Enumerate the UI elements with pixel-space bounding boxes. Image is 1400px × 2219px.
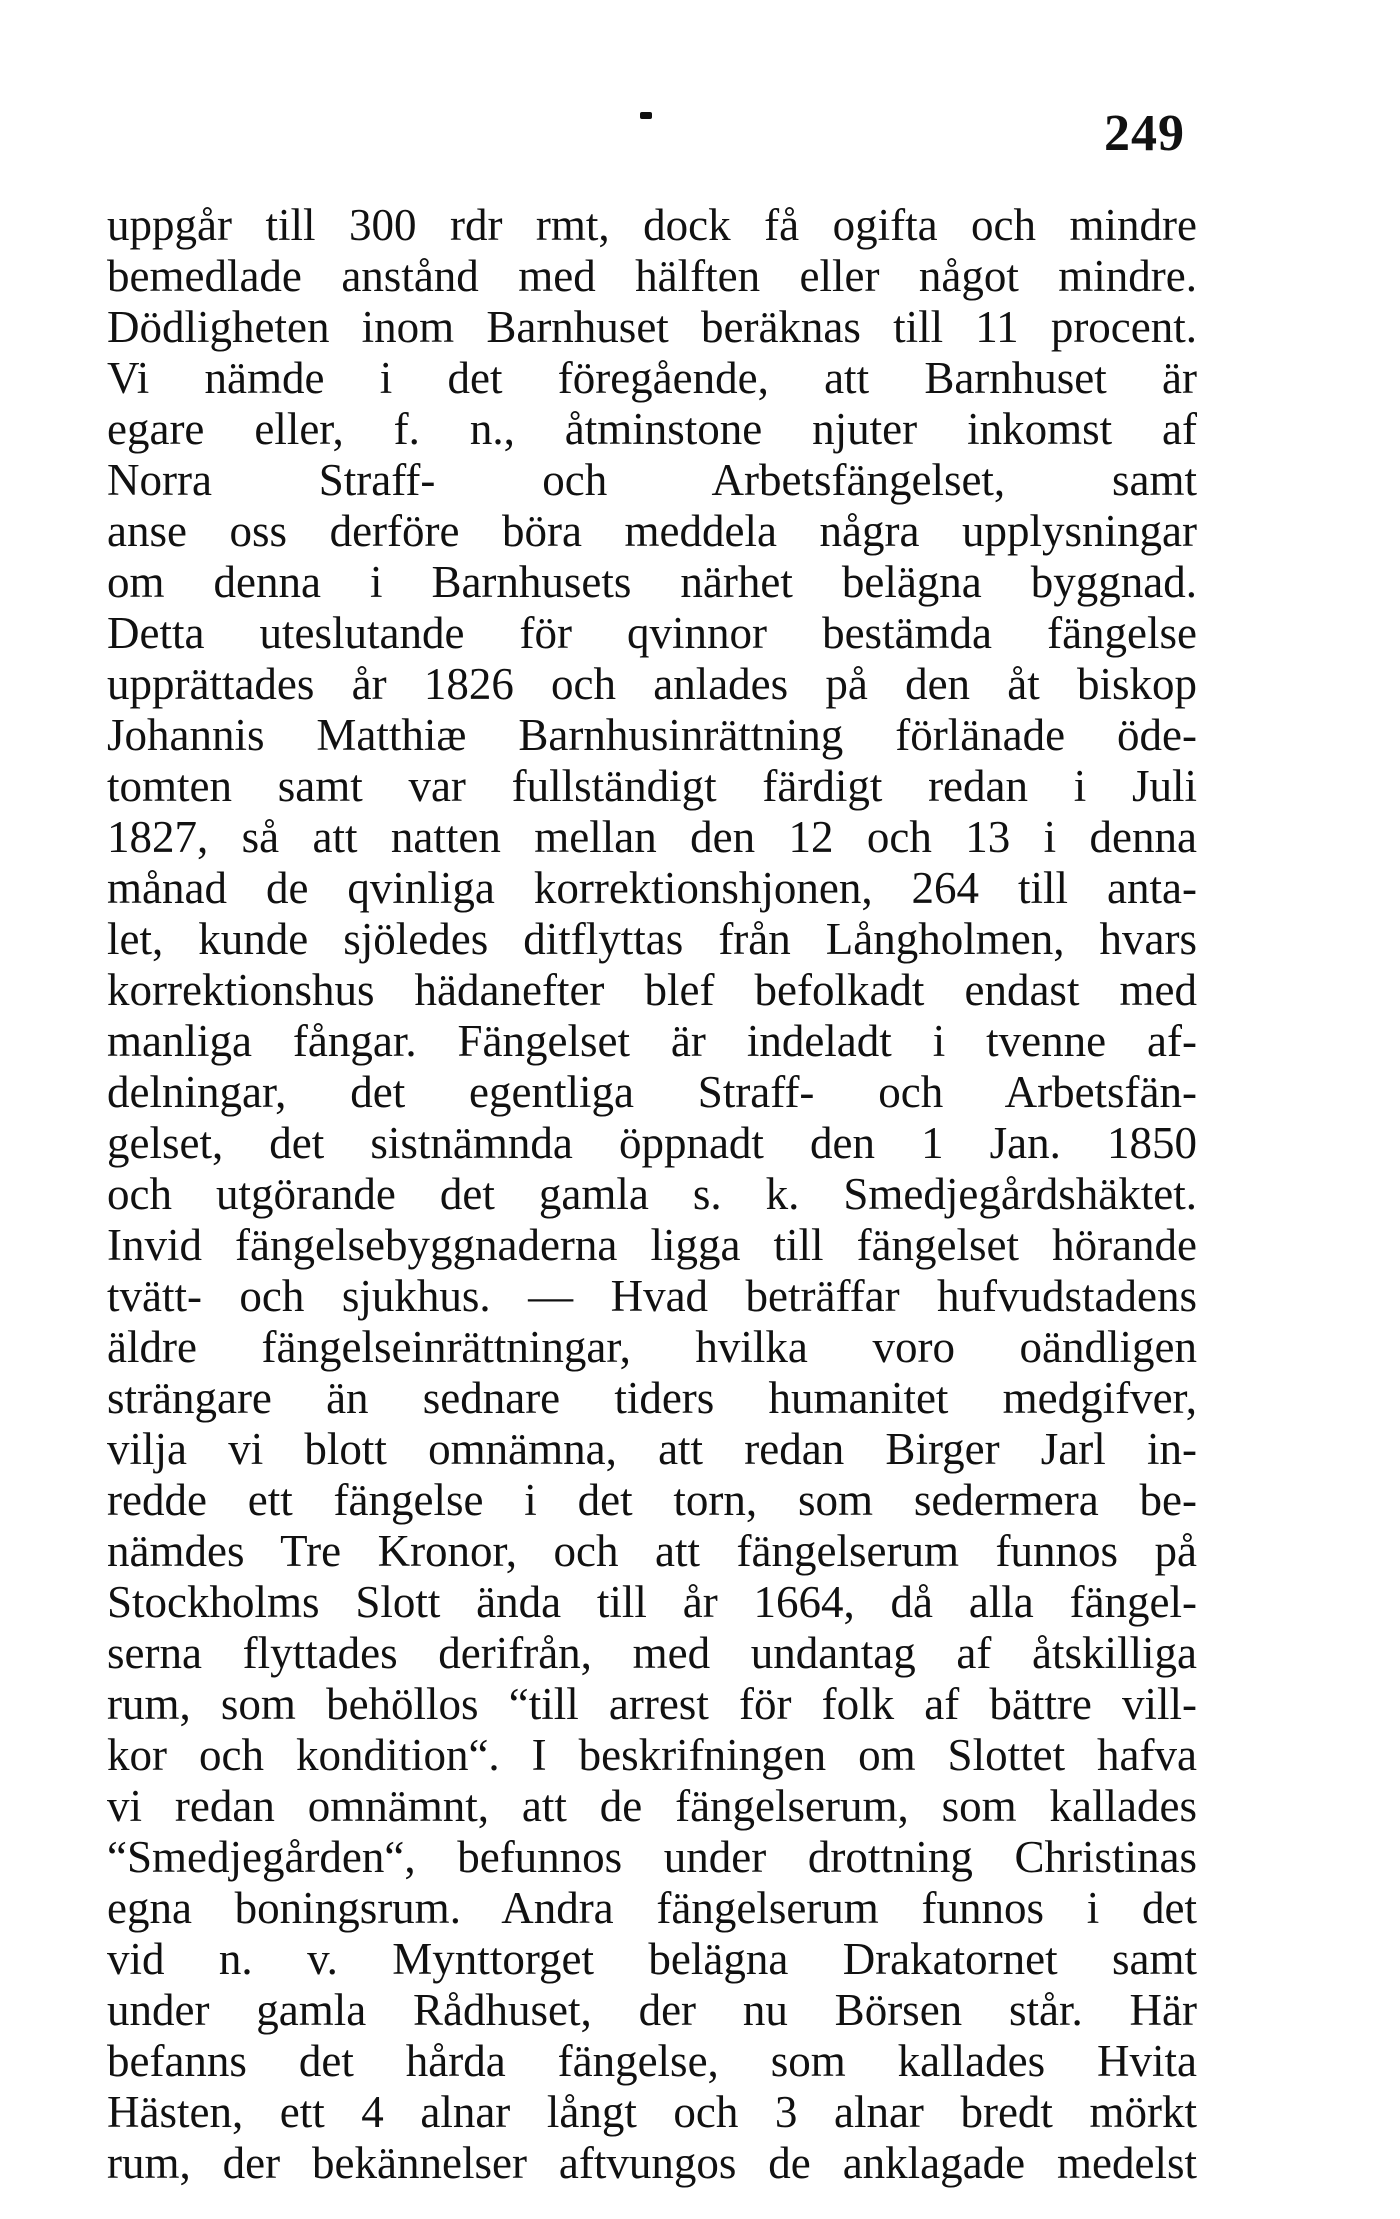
text-line: Vi nämde i det föregående, att Barnhuset är [107, 353, 1197, 403]
text-line: äldre fängelseinrättningar, hvilka voro oändligen [107, 1322, 1197, 1372]
text-line: let, kunde sjöledes ditflyttas från Långholmen, hvars [107, 914, 1197, 964]
text-line: serna flyttades derifrån, med undantag af åtskilliga [107, 1628, 1197, 1678]
text-line: och utgörande det gamla s. k. Smedjegårdshäktet. [107, 1169, 1197, 1219]
text-line: vi redan omnämnt, att de fängelserum, som kallades [107, 1781, 1197, 1831]
text-line: tvätt- och sjukhus. — Hvad beträffar hufvudstadens [107, 1271, 1197, 1321]
text-line: strängare än sednare tiders humanitet medgifver, [107, 1373, 1197, 1423]
page-number: 249 [1104, 105, 1185, 162]
text-line: egare eller, f. n., åtminstone njuter inkomst af [107, 404, 1197, 454]
text-line: Invid fängelsebyggnaderna ligga till fängelset hörande [107, 1220, 1197, 1270]
text-line: korrektionshus hädanefter blef befolkadt endast med [107, 965, 1197, 1015]
text-line: manliga fångar. Fängelset är indeladt i tvenne af- [107, 1016, 1197, 1066]
text-line: bemedlade anstånd med hälften eller något mindre. [107, 251, 1197, 301]
text-line: anse oss derföre böra meddela några upplysningar [107, 506, 1197, 556]
text-line: uppgår till 300 rdr rmt, dock få ogifta och mindre [107, 200, 1197, 250]
header-mark [640, 112, 652, 119]
text-line: Dödligheten inom Barnhuset beräknas till 11 procent. [107, 302, 1197, 352]
text-line: kor och kondition“. I beskrifningen om Slottet hafva [107, 1730, 1197, 1780]
text-line: Johannis Matthiæ Barnhusinrättning förlänade öde- [107, 710, 1197, 760]
text-line: rum, som behöllos “till arrest för folk af bättre vill- [107, 1679, 1197, 1729]
text-line: vilja vi blott omnämna, att redan Birger Jarl in- [107, 1424, 1197, 1474]
text-line: egna boningsrum. Andra fängelserum funnos i det [107, 1883, 1197, 1933]
text-line: 1827, så att natten mellan den 12 och 13 i denna [107, 812, 1197, 862]
text-line: delningar, det egentliga Straff- och Arbetsfän- [107, 1067, 1197, 1117]
body-text [107, 200, 1197, 2189]
text-line: månad de qvinliga korrektionshjonen, 264 till anta- [107, 863, 1197, 913]
text-line: gelset, det sistnämnda öppnadt den 1 Jan. 1850 [107, 1118, 1197, 1168]
text-line: upprättades år 1826 och anlades på den åt biskop [107, 659, 1197, 709]
text-line: vid n. v. Mynttorget belägna Drakatornet samt [107, 1934, 1197, 1984]
text-line: Stockholms Slott ända till år 1664, då alla fängel- [107, 1577, 1197, 1627]
text-line: Norra Straff- och Arbetsfängelset, samt [107, 455, 1197, 505]
text-line: redde ett fängelse i det torn, som sedermera be- [107, 1475, 1197, 1525]
text-line: Hästen, ett 4 alnar långt och 3 alnar bredt mörkt [107, 2087, 1197, 2137]
text-line: befanns det hårda fängelse, som kallades Hvita [107, 2036, 1197, 2086]
text-line: om denna i Barnhusets närhet belägna byggnad. [107, 557, 1197, 607]
text-line: “Smedjegården“, befunnos under drottning Christinas [107, 1832, 1197, 1882]
text-line: nämdes Tre Kronor, och att fängelserum funnos på [107, 1526, 1197, 1576]
text-line: rum, der bekännelser aftvungos de anklagade medelst [107, 2138, 1197, 2188]
text-line: tomten samt var fullständigt färdigt redan i Juli [107, 761, 1197, 811]
text-line: Detta uteslutande för qvinnor bestämda fängelse [107, 608, 1197, 658]
text-line: under gamla Rådhuset, der nu Börsen står. Här [107, 1985, 1197, 2035]
